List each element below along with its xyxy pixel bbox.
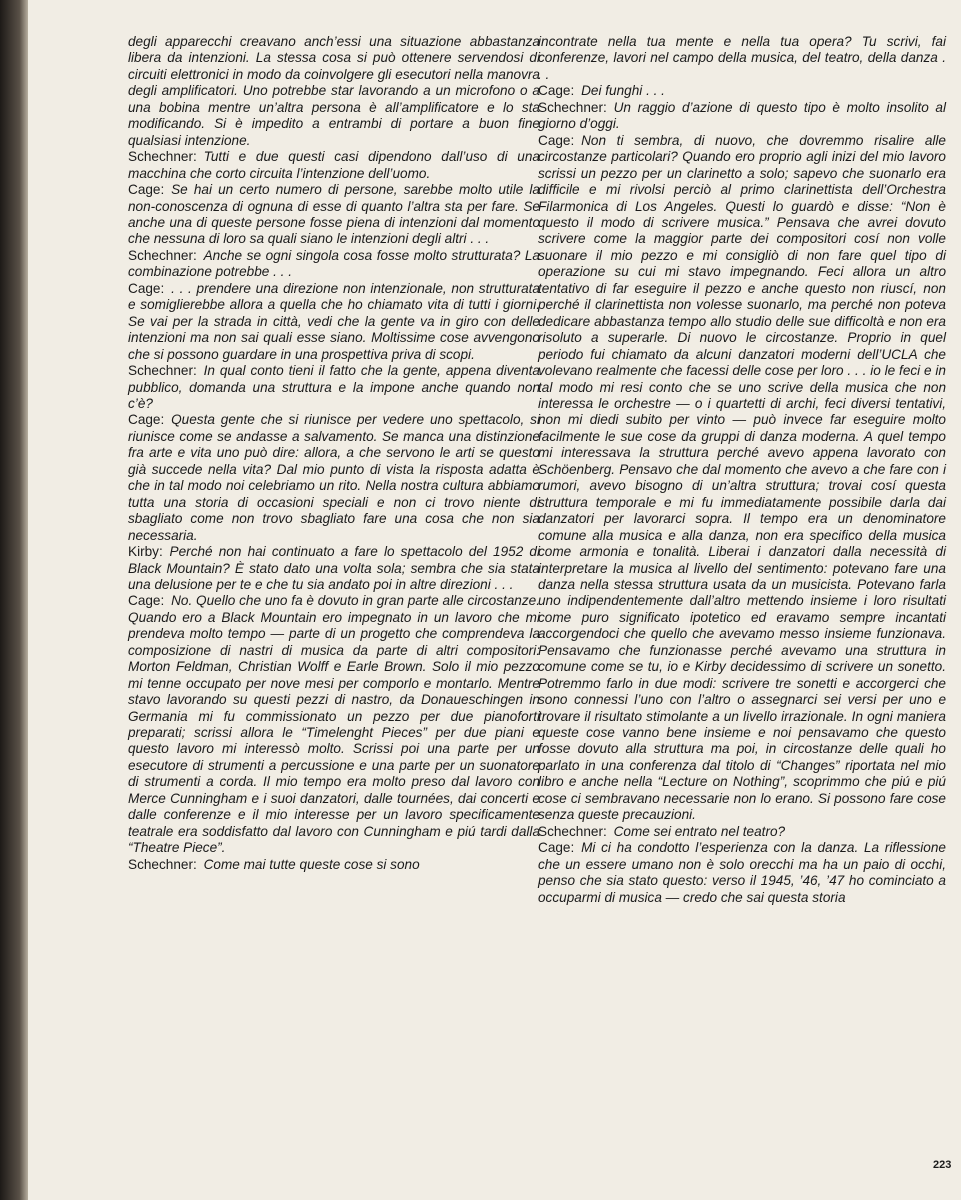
speaker-name: Cage: [128,182,165,198]
speaker-name: Schechner: [128,149,197,165]
speaker-name: Cage: [128,412,165,428]
paragraph [538,840,946,906]
paragraph-text: degli apparecchi creavano anch’essi una situazione abbastanza libera da intenzioni. La stessa cosa si può ottenere servendosi di circuiti elettronici in modo da coinvolgere gli esecutori nella manovra degli amplificatori. Uno potrebbe star lavorando a un microfono o a una bobina mentre un’altra persona è all’amplificatore e lo sta modificando. Si è impedito a entrambi di portare a buon fine qualsiasi intenzione. [128,34,540,148]
speaker-name: Cage: [128,280,165,296]
page-number: 223 [933,1159,952,1171]
paragraph-text: Questa gente che si riunisce per vedere uno spettacolo, si riunisce come se andasse a salvamento. Se manca una distinzione fra arte e vita uno può dire: allora, a che servono le arti se questo già succede nella vita? Dal mio punto di vista la risposta adatta è che in tal modo noi celebriamo un rito. Nella nostra cultura abbiamo tutta una storia di occasioni speciali e non ci trovo niente di sbagliato come non trovo sbagliato fare una cosa che non sia necessaria. [128,412,540,543]
speaker-name: Schechner: [538,99,607,115]
speaker-name: Schechner: [128,856,197,872]
paragraph [538,100,946,133]
paragraph [128,34,540,149]
paragraph [538,34,946,83]
paragraph-text: Un raggio d’azione di questo tipo è molto insolito al giorno d’oggi. [538,99,946,132]
paragraph-text: Se hai un certo numero di persone, sarebbe molto utile la non-conoscenza di ognuna di esse di quanto l’altra sta per fare. Se anche una di queste persone fosse piena di intenzioni dal momento che nessuna di loro sa quali siano le intenzioni degli altri . . . [128,182,540,247]
paragraph [128,149,540,182]
paragraph-text: Mi ci ha condotto l’esperienza con la danza. La riflessione che un essere umano non è solo orecchi ma ha un paio di occhi, penso che sia stato questo: verso il 1945, ’46, ’47 ho cominciato a occuparmi di musica — credo che sai questa storia [538,840,946,905]
speaker-name: Schechner: [538,823,607,839]
paragraph-text: . . . prendere una direzione non intenzionale, non strutturata e somiglierebbe allora a quella che ho chiamato vita di tutti i giorni. Se vai per la strada in città, vedi che la gente va in giro con delle intenzioni ma non sai quali esse siano. Moltissime cose avvengono che si possono guardare in una prospettiva priva di scopi. [128,280,540,362]
speaker-name: Kirby: [128,544,163,560]
paragraph-text: Dei funghi . . . [581,83,665,99]
paragraph [128,363,540,412]
paragraph [538,83,946,99]
paragraph [128,248,540,281]
speaker-name: Cage: [538,132,575,148]
speaker-name: Cage: [538,83,575,99]
paragraph-text: Anche se ogni singola cosa fosse molto strutturata? La combinazione potrebbe . . . [128,247,540,280]
book-page [28,0,961,1200]
paragraph-text: In qual conto tieni il fatto che la gente, appena diventa pubblico, domanda una struttura e la impone anche quando non c’è? [128,363,540,411]
book-binding [0,0,28,1200]
paragraph [128,857,540,873]
speaker-name: Cage: [128,593,165,609]
speaker-name: Cage: [538,840,575,856]
paragraph [538,133,946,824]
paragraph-text: Come mai tutte queste cose si sono [203,856,420,872]
speaker-name: Schechner: [128,363,197,379]
paragraph [128,182,540,248]
paragraph-text: Come sei entrato nel teatro? [613,823,786,839]
paragraph-text: Non ti sembra, di nuovo, che dovremmo risalire alle circostanze particolari? Quando ero proprio agli inizi del mio lavoro scrissi un pezzo per un clarinetto a solo; sapevo che suonarlo era difficile e mi rivolsi perciò al primo clarinettista dell’Orchestra Filarmonica di Los Angeles. Questi lo guardò e disse: “Non è questo il modo di scrivere musica.” Pensava che avrei dovuto scrivere come la maggior parte dei compositori cosí non volle suonare il mio pezzo e mi consigliò di non fare quel tipo di operazione su cui mi stavo impegnando. Feci allora un altro tentativo di far eseguire il pezzo e anche questo non riuscí, non perché il clarinettista non volesse suonarlo, ma perché non poteva dedicare abbastanza tempo allo studio delle sue difficoltà e non era risoluto a superarle. Di nuovo le circostanze. Proprio in quel periodo fui chiamato da alcuni danzatori moderni dell’UCLA che volevano realmente che facessi delle cose per loro . . . io le feci e in tal modo mi resi conto che se uno scrive della musica che non interessa le orchestre — o i quartetti di archi, feci diversi tentativi, non mi diedi subito per vinto — può invece far eseguire molto facilmente le sue cose da gruppi di danza moderna. A quel tempo mi interessava la struttura perché avevo appena lavorato con Schöenberg. Pensavo che dal momento che avevo a che fare con i rumori, avevo bisogno di un’altra struttura; trovai cosí questa struttura temporale e mi fu immediatamente possibile darla dai danzatori per lavorarci sopra. Il tempo era un denominatore comune alla musica e alla danza, non era specifico della musica come armonia e tonalità. Liberai i danzatori dalla necessità di interpretare la musica al livello del sentimento: potevano fare una danza nella stessa struttura usata da un musicista. Potevano farla uno indipendentemente dall’altro mettendo insieme i loro risultati come puro significato ipotetico ed eravamo sempre incantati accorgendoci che quello che avevamo messo insieme funzionava. Pensavamo che funzionasse perché avevamo una struttura in comune come se tu, io e Kirby decidessimo di scrivere un sonetto. Potremmo farlo in due modi: scrivere tre sonetti e accorgerci che sono connessi l’uno con l’altro o assegnarci sei versi per uno e trovare il risultato stimolante a un livello irrazionale. In ogni maniera queste cose vanno bene insieme e noi pensavamo che questo fosse dovuto alla struttura ma poi, in circostanze delle quali ho parlato in una conferenza dal titolo di “Changes” riportata nel mio libro e anche nella “Lecture on Nothing”, scoprimmo che piú e piú cose ci sembravano necessarie non lo erano. Si possono fare cose senza queste precauzioni. [538,132,946,823]
paragraph [128,281,540,363]
paragraph-text: Perché non hai continuato a fare lo spettacolo del 1952 di Black Mountain? È stato dato una volta sola; sembra che sia stata una delusione per te e che tu sia andato poi in altre direzioni . . . [128,544,540,592]
paragraph [128,412,540,544]
paragraph [538,824,946,840]
right-column [538,34,946,906]
speaker-name: Schechner: [128,247,197,263]
paragraph [128,544,540,593]
paragraph [128,593,540,856]
paragraph-text: No. Quello che uno fa è dovuto in gran parte alle circostanze. Quando ero a Black Mountain ero impegnato in un lavoro che mi prendeva molto tempo — parte di un progetto che comprendeva la composizione di nastri di musica da parte di altri compositori: Morton Feldman, Christian Wolff e Earle Brown. Solo il mio pezzo mi tenne occupato per nove mesi per comporlo e montarlo. Mentre stavo lavorando su questi pezzi di nastro, da Donaueschingen in Germania mi fu commissionato un pezzo per due pianoforti preparati; scrissi allora le “Timelenght Pieces” per due piani e questo lavoro mi interessò molto. Scrissi poi una parte per un esecutore di strumenti a percussione e una parte per un suonatore di strumenti a corda. Il mio tempo era molto preso dal lavoro con Merce Cunningham e i suoi danzatori, dalle tournées, dai concerti e dalle conferenze e il mio interesse per un lavoro specificamente teatrale era soddisfatto dal lavoro con Cunningham e piú tardi dalla “Theatre Piece”. [128,593,540,856]
paragraph-text: incontrate nella tua mente e nella tua opera? Tu scrivi, fai conferenze, lavori nel campo della musica, del teatro, della danza . . . [538,34,946,82]
left-column [128,34,540,873]
paragraph-text: Tutti e due questi casi dipendono dall’uso di una macchina che corto circuita l’intenzione dell’uomo. [128,149,540,181]
